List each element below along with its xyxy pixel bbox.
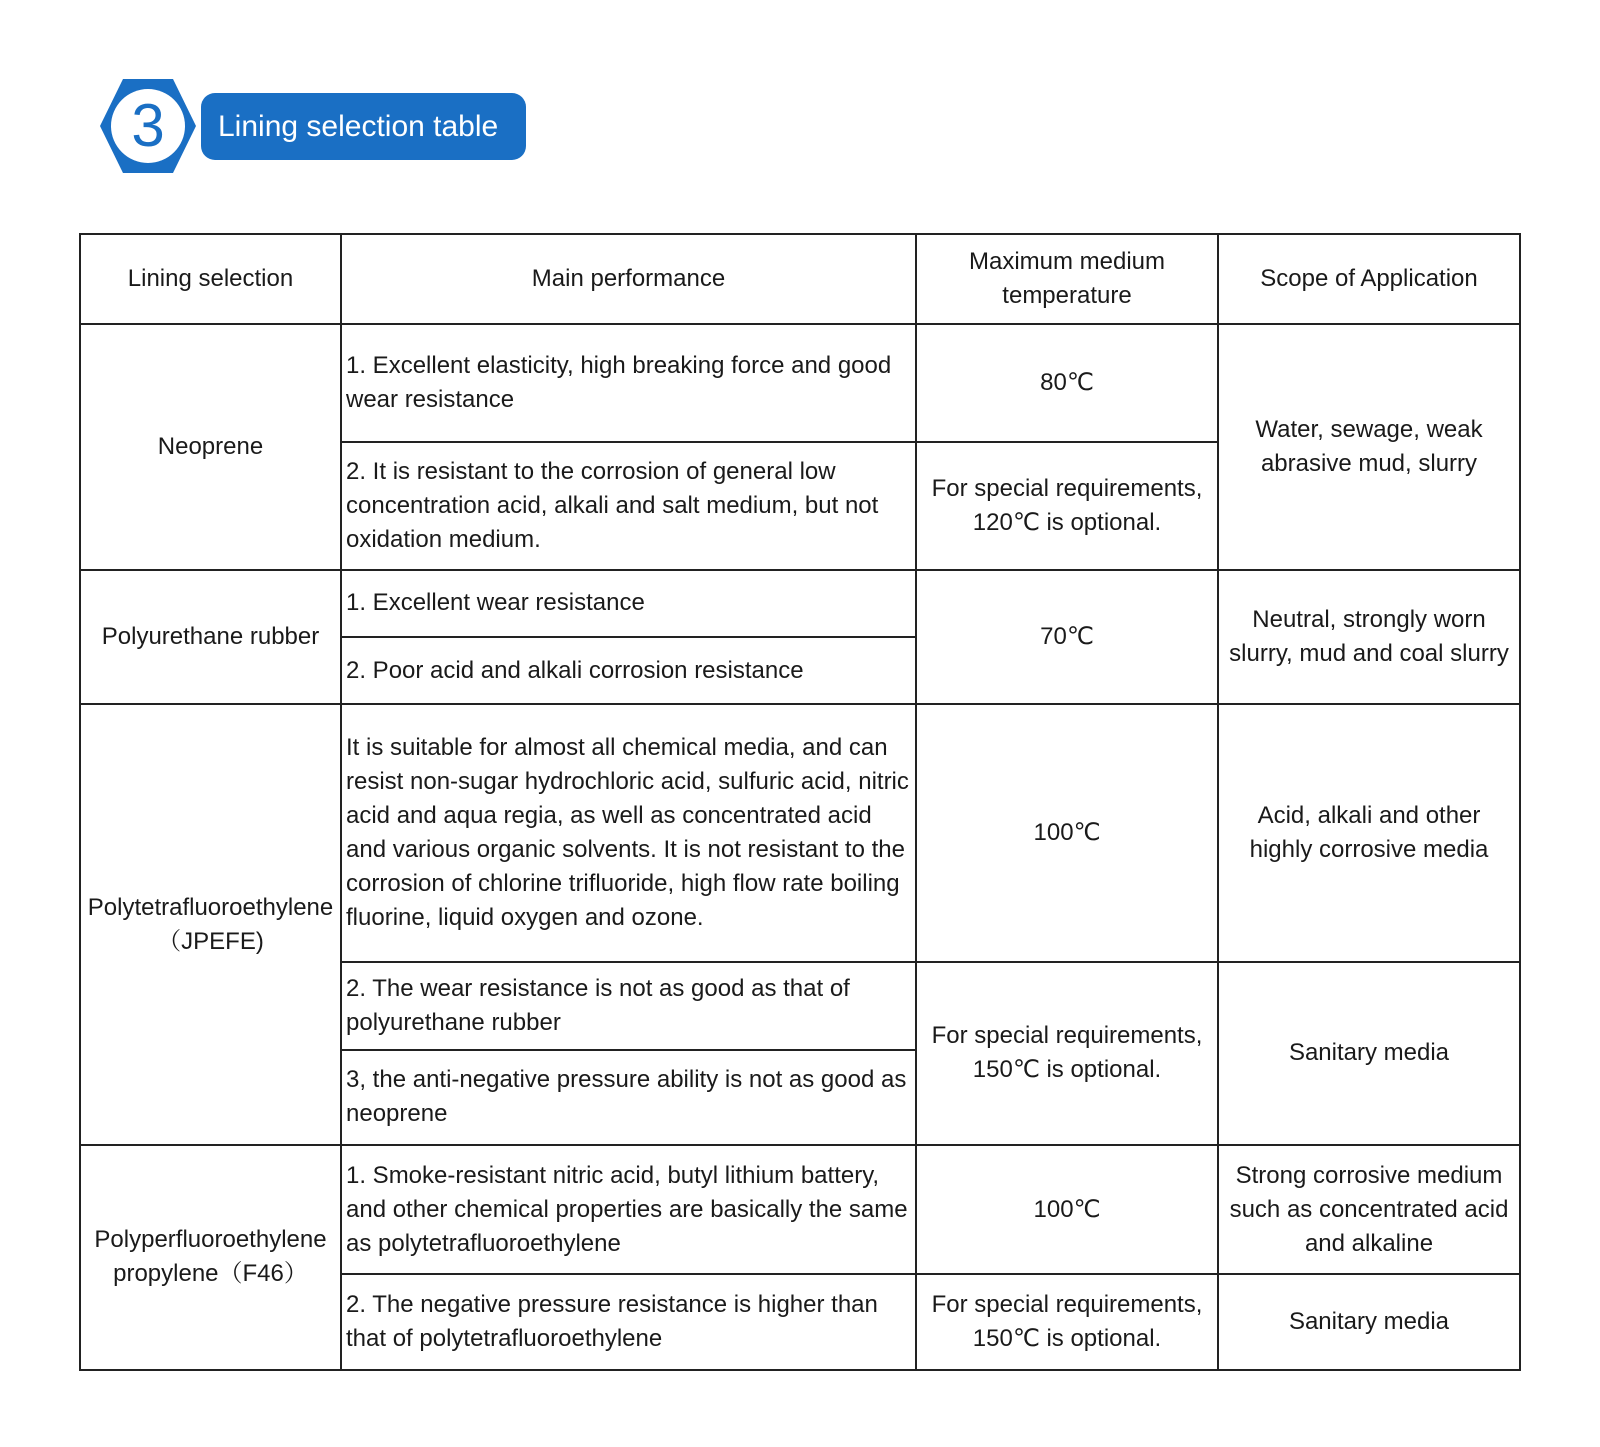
material-cell: Polytetrafluoroethylene （JPEFE) xyxy=(80,704,341,1144)
column-header: Main performance xyxy=(341,234,916,324)
performance-cell: 2. It is resistant to the corrosion of general low concentration acid, alkali and salt medium, but not oxidation medium. xyxy=(341,442,916,570)
performance-cell: It is suitable for almost all chemical media, and can resist non-sugar hydrochloric acid, sulfuric acid, nitric acid and aqua regia, as well as concentrated acid and various organic solvents. It is not resistant to the corrosion of chlorine trifluoride, high flow rate boiling fluorine, liquid oxygen and ozone. xyxy=(341,704,916,961)
performance-cell: 1. Excellent elasticity, high breaking force and good wear resistance xyxy=(341,324,916,442)
material-cell: Neoprene xyxy=(80,324,341,569)
performance-cell: 1. Excellent wear resistance xyxy=(341,570,916,637)
lining-selection-table xyxy=(79,233,1521,1371)
table-row xyxy=(80,1145,1520,1275)
table-row xyxy=(80,570,1520,637)
material-cell: Polyperfluoroethylene propylene（F46） xyxy=(80,1145,341,1370)
temperature-cell: 100℃ xyxy=(916,704,1218,961)
temperature-cell: For special requirements, 120℃ is optional. xyxy=(916,442,1218,570)
section-title: Lining selection table xyxy=(218,110,499,143)
table-row xyxy=(80,704,1520,961)
scope-cell: Neutral, strongly worn slurry, mud and coal slurry xyxy=(1218,570,1520,705)
table-row xyxy=(80,324,1520,442)
scope-cell: Acid, alkali and other highly corrosive media xyxy=(1218,704,1520,961)
temperature-cell: 70℃ xyxy=(916,570,1218,705)
scope-cell: Sanitary media xyxy=(1218,962,1520,1145)
column-header: Scope of Application xyxy=(1218,234,1520,324)
performance-cell: 1. Smoke-resistant nitric acid, butyl lithium battery, and other chemical properties are basically the same as polytetrafluoroethylene xyxy=(341,1145,916,1275)
column-header: Maximum medium temperature xyxy=(916,234,1218,324)
section-badge xyxy=(98,76,528,176)
temperature-cell: For special requirements, 150℃ is optional. xyxy=(916,962,1218,1145)
performance-cell: 2. The wear resistance is not as good as that of polyurethane rubber xyxy=(341,962,916,1050)
section-number: 3 xyxy=(131,92,165,159)
performance-cell: 3, the anti-negative pressure ability is not as good as neoprene xyxy=(341,1050,916,1144)
temperature-cell: 80℃ xyxy=(916,324,1218,442)
temperature-cell: 100℃ xyxy=(916,1145,1218,1275)
scope-cell: Water, sewage, weak abrasive mud, slurry xyxy=(1218,324,1520,569)
material-cell: Polyurethane rubber xyxy=(80,570,341,705)
performance-cell: 2. The negative pressure resistance is higher than that of polytetrafluoroethylene xyxy=(341,1274,916,1370)
temperature-cell: For special requirements, 150℃ is optional. xyxy=(916,1274,1218,1370)
header-row xyxy=(80,234,1520,324)
scope-cell: Sanitary media xyxy=(1218,1274,1520,1370)
performance-cell: 2. Poor acid and alkali corrosion resistance xyxy=(341,637,916,704)
column-header: Lining selection xyxy=(80,234,341,324)
scope-cell: Strong corrosive medium such as concentrated acid and alkaline xyxy=(1218,1145,1520,1275)
